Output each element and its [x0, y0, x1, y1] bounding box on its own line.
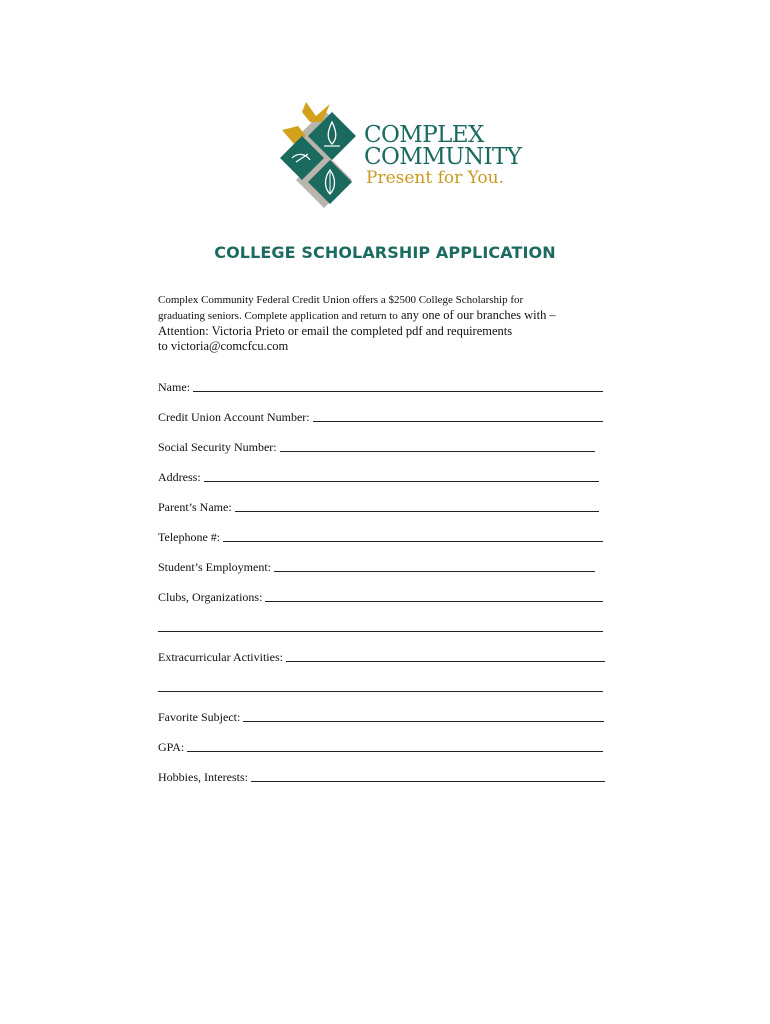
ssn-field[interactable]: [158, 424, 603, 454]
telephone-field[interactable]: [158, 514, 603, 544]
intro-paragraph: [158, 293, 618, 354]
gpa-field[interactable]: [158, 724, 603, 754]
page-title: COLLEGE SCHOLARSHIP APPLICATION: [214, 243, 556, 262]
name-input-line[interactable]: [193, 380, 603, 392]
account-number-field[interactable]: [158, 394, 603, 424]
address-field[interactable]: [158, 454, 603, 484]
extracurricular-input-line[interactable]: [286, 650, 605, 662]
name-label: Name:: [158, 380, 190, 394]
extracurricular-continuation-field[interactable]: [158, 664, 603, 694]
gpa-label: GPA:: [158, 740, 185, 754]
parents-name-label: Parent’s Name:: [158, 500, 232, 514]
intro-line-2b: any one of our branches with –: [397, 308, 556, 322]
logo-line-community: COMMUNITY: [364, 144, 522, 170]
employment-field[interactable]: [158, 544, 603, 574]
hobbies-input-line[interactable]: [251, 770, 605, 782]
parents-name-field[interactable]: [158, 484, 603, 514]
logo-diamond-mark-icon: [280, 100, 364, 212]
clubs-continuation-field[interactable]: [158, 604, 603, 634]
intro-line-4-email: to victoria@comcfcu.com: [158, 339, 289, 353]
name-field[interactable]: [158, 378, 603, 394]
hobbies-label: Hobbies, Interests:: [158, 770, 248, 784]
favorite-subject-input-line[interactable]: [243, 710, 604, 722]
address-input-line[interactable]: [204, 470, 599, 482]
favorite-subject-label: Favorite Subject:: [158, 710, 241, 724]
address-label: Address:: [158, 470, 201, 484]
intro-line-2: [158, 308, 618, 324]
employment-label: Student’s Employment:: [158, 560, 271, 574]
clubs-input-line[interactable]: [265, 590, 603, 602]
telephone-label: Telephone #:: [158, 530, 221, 544]
extracurricular-label: Extracurricular Activities:: [158, 650, 283, 664]
complex-community-logo: [280, 100, 522, 212]
application-form: [158, 378, 603, 784]
extracurricular-continuation-line[interactable]: [158, 680, 603, 692]
account-number-label: Credit Union Account Number:: [158, 410, 310, 424]
logo-line-complex: COMPLEX: [364, 122, 484, 148]
clubs-continuation-line[interactable]: [158, 620, 603, 632]
intro-line-3: Attention: Victoria Prieto or email the completed pdf and requirements: [158, 324, 513, 338]
extracurricular-field[interactable]: [158, 634, 603, 664]
hobbies-field[interactable]: [158, 754, 603, 784]
intro-line-1: Complex Community Federal Credit Union offers a $2500 College Scholarship for: [158, 294, 524, 306]
favorite-subject-field[interactable]: [158, 694, 603, 724]
logo-tagline: Present for You.: [366, 168, 504, 188]
ssn-input-line[interactable]: [280, 440, 595, 452]
clubs-field[interactable]: [158, 574, 603, 604]
gpa-input-line[interactable]: [187, 740, 603, 752]
clubs-label: Clubs, Organizations:: [158, 590, 263, 604]
account-number-input-line[interactable]: [313, 410, 603, 422]
employment-input-line[interactable]: [274, 560, 595, 572]
telephone-input-line[interactable]: [223, 530, 603, 542]
ssn-label: Social Security Number:: [158, 440, 277, 454]
intro-line-2a: graduating seniors. Complete application and return to: [158, 310, 398, 322]
parents-name-input-line[interactable]: [235, 500, 599, 512]
